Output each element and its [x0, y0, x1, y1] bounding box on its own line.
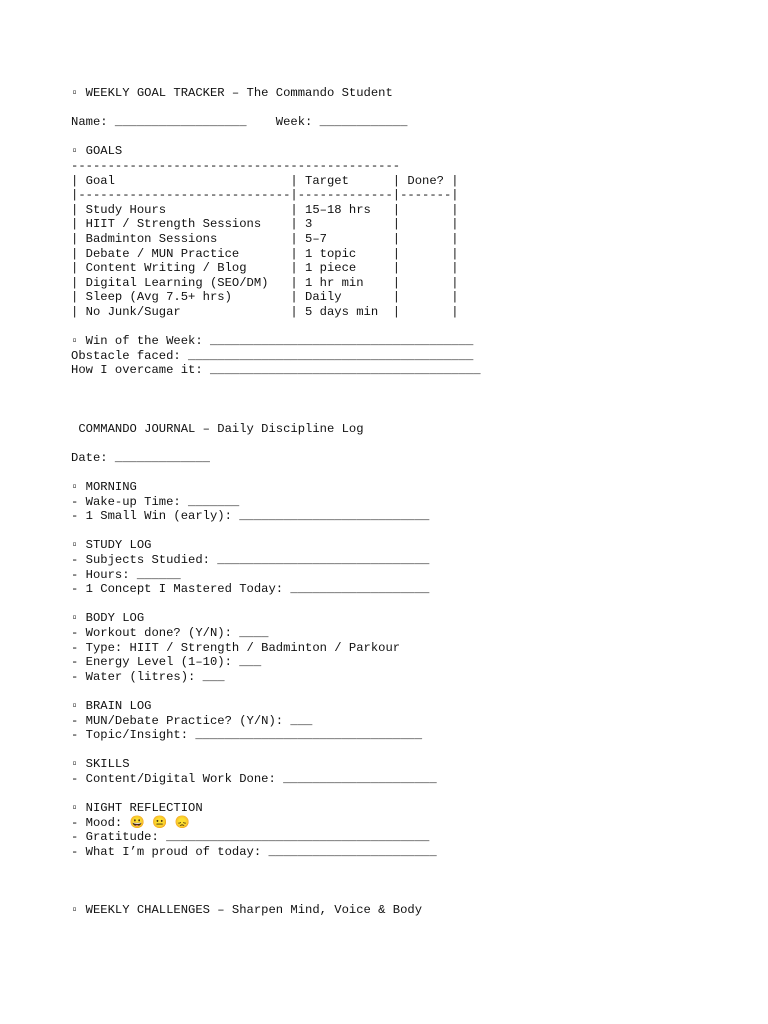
blank-line: [71, 859, 751, 874]
morning-heading: ▫ MORNING: [71, 480, 137, 495]
weekly-challenges-heading: ▫ WEEKLY CHALLENGES – Sharpen Mind, Voice & Body: [71, 903, 423, 918]
list-item: - Workout done? (Y/N): ____: [71, 625, 269, 640]
list-item: - Gratitude: ____________________________________: [71, 830, 430, 845]
table-row: | Sleep (Avg 7.5+ hrs) | Daily | |: [71, 290, 459, 305]
blank-line: [71, 743, 751, 758]
blank-line: [71, 684, 751, 699]
blank-line: [71, 436, 751, 451]
study-log-heading: ▫ STUDY LOG: [71, 538, 152, 553]
win-of-week-line: ▫ Win of the Week: ____________________________________: [71, 334, 474, 349]
weekly-tracker-title: ▫ WEEKLY GOAL TRACKER – The Commando Student: [71, 86, 393, 100]
body-log-heading: ▫ BODY LOG: [71, 611, 145, 626]
skills-heading: ▫ SKILLS: [71, 757, 130, 772]
blank-line: [71, 524, 751, 539]
document-page: [71, 86, 751, 918]
blank-line: [71, 465, 751, 480]
blank-line: [71, 787, 751, 802]
mood-line: - Mood: 😀 😐 😞: [71, 815, 190, 830]
blank-line: [71, 392, 751, 407]
blank-line: [71, 597, 751, 612]
table-row: | Digital Learning (SEO/DM) | 1 hr min | |: [71, 275, 459, 290]
obstacle-line: Obstacle faced: _______________________________________: [71, 348, 474, 363]
list-item: - Content/Digital Work Done: _____________________: [71, 771, 437, 786]
list-item: - Subjects Studied: _____________________________: [71, 553, 430, 567]
blank-line: [71, 407, 751, 422]
list-item: - MUN/Debate Practice? (Y/N): ___: [71, 713, 313, 728]
table-row: | Badminton Sessions | 5–7 | |: [71, 231, 459, 246]
list-item: - 1 Small Win (early): __________________________: [71, 509, 430, 524]
table-header-rule: |-----------------------------|-------------|-------|: [71, 188, 459, 203]
goals-heading: ▫ GOALS: [71, 144, 123, 159]
date-line: Date: _____________: [71, 450, 210, 465]
table-top-rule: ---------------------------------------------: [71, 158, 401, 173]
table-row: | Debate / MUN Practice | 1 topic | |: [71, 246, 459, 261]
table-row: | Content Writing / Blog | 1 piece | |: [71, 261, 459, 276]
list-item: - Wake-up Time: _______: [71, 494, 240, 509]
blank-line: [71, 101, 751, 116]
table-row: | HIIT / Strength Sessions | 3 | |: [71, 217, 459, 232]
brain-log-heading: ▫ BRAIN LOG: [71, 698, 152, 713]
table-row: | Study Hours | 15–18 hrs | |: [71, 202, 459, 217]
blank-line: [71, 874, 751, 889]
list-item: - Type: HIIT / Strength / Badminton / Parkour: [71, 640, 401, 655]
table-header-row: | Goal | Target | Done? |: [71, 173, 459, 188]
overcame-line: How I overcame it: _____________________________________: [71, 363, 481, 378]
blank-line: [71, 320, 751, 335]
blank-line: [71, 378, 751, 393]
night-reflection-heading: ▫ NIGHT REFLECTION: [71, 801, 203, 816]
name-week-line: Name: __________________ Week: ____________: [71, 115, 408, 130]
blank-line: [71, 889, 751, 904]
list-item: - What I’m proud of today: _______________________: [71, 844, 437, 859]
list-item: - Energy Level (1–10): ___: [71, 655, 262, 670]
list-item: - Topic/Insight: _______________________________: [71, 728, 423, 743]
list-item: - Water (litres): ___: [71, 669, 225, 684]
list-item: - Hours: ______: [71, 567, 181, 582]
list-item: - 1 Concept I Mastered Today: ___________________: [71, 582, 430, 597]
journal-title: COMMANDO JOURNAL – Daily Discipline Log: [71, 421, 364, 436]
table-row: | No Junk/Sugar | 5 days min | |: [71, 304, 459, 319]
blank-line: [71, 130, 751, 145]
